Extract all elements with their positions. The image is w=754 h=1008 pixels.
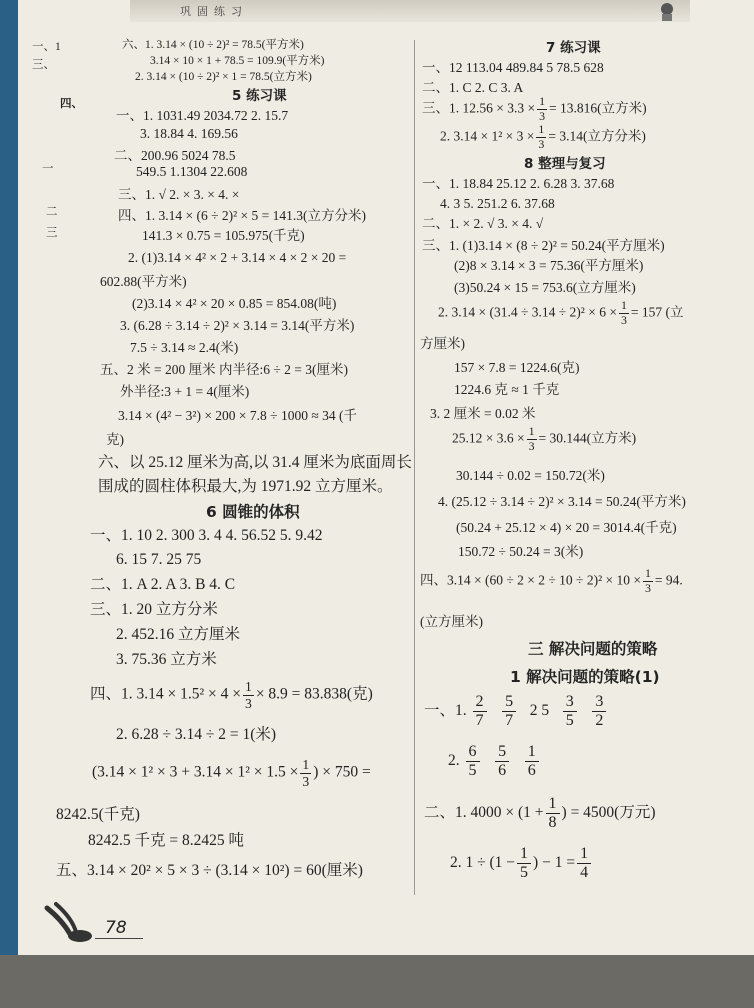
answer-line: 三、1. √ 2. × 3. × 4. × <box>118 187 240 202</box>
text-segment: 1 <box>525 744 539 762</box>
answer-line: 3. 75.36 立方米 <box>116 651 217 668</box>
answer-line: 克) <box>106 432 124 447</box>
answer-line-with-fraction <box>90 680 373 710</box>
section-title: 5 练习课 <box>232 88 287 104</box>
text-segment: 3 <box>644 580 651 595</box>
text-segment: 1 <box>538 122 545 136</box>
text-segment: 6 <box>466 744 480 762</box>
text-segment: ) − 1 = <box>533 854 576 872</box>
answer-line-with-fraction <box>440 124 646 151</box>
margin-mark: 一 <box>42 163 54 175</box>
answer-line: 4. 3 5. 251.2 6. 37.68 <box>440 196 555 211</box>
section-title: 8 整理与复习 <box>524 156 606 172</box>
fraction <box>537 96 547 123</box>
text-segment: 1 <box>620 298 627 312</box>
text-segment: 一、1. <box>424 702 467 720</box>
fraction <box>473 694 487 729</box>
fraction <box>643 568 653 595</box>
text-segment: 1 <box>517 846 531 864</box>
text-segment: 25.12 × 3.6 × <box>452 430 525 446</box>
answer-line: 157 × 7.8 = 1224.6(克) <box>454 360 580 375</box>
fraction <box>502 694 516 729</box>
fraction <box>527 426 537 453</box>
answer-line: 1224.6 克 ≈ 1 千克 <box>454 382 560 397</box>
text-segment: 三、1. 12.56 × 3.3 × <box>422 100 536 116</box>
answer-line: 外半径:3 + 1 = 4(厘米) <box>120 384 250 399</box>
text-segment: 2. 3.14 × 1² × 3 × <box>440 128 535 144</box>
answer-line: 549.5 1.1304 22.608 <box>136 164 248 179</box>
answer-line: 一、1. 1031.49 2034.72 2. 15.7 <box>116 108 289 123</box>
answer-line-with-fraction <box>92 758 371 788</box>
answer-line: 30.144 ÷ 0.02 = 150.72(米) <box>456 468 605 483</box>
answer-line: 一、1. 18.84 25.12 2. 6.28 3. 37.68 <box>422 176 615 191</box>
answer-line-with-fractions <box>448 744 541 779</box>
text-segment: 二、1. 4000 × (1 + <box>424 804 544 822</box>
text-segment: × 8.9 = 83.838(克) <box>255 685 373 703</box>
answer-line: 150.72 ÷ 50.24 = 3(米) <box>458 544 584 559</box>
page-number-underline <box>95 938 143 939</box>
section-title: 6 圆锥的体积 <box>206 503 300 521</box>
answer-line: 141.3 × 0.75 = 105.975(千克) <box>142 228 305 243</box>
section-title: 1 解决问题的策略(1) <box>510 668 660 686</box>
answer-line: 六、以 25.12 厘米为高,以 31.4 厘米为底面周长 <box>98 454 412 471</box>
text-segment: 1 <box>245 679 252 694</box>
answer-line: 方厘米) <box>420 336 465 351</box>
fraction <box>495 744 509 779</box>
desk-background-strip <box>0 0 18 960</box>
answer-line: 2. 6.28 ÷ 3.14 ÷ 2 = 1(米) <box>116 726 277 743</box>
text-segment: 1 <box>644 566 651 580</box>
fraction <box>619 300 629 327</box>
answer-line: (2)8 × 3.14 × 3 = 75.36(平方厘米) <box>454 258 644 273</box>
answer-line: (2)3.14 × 4² × 20 × 0.85 = 854.08(吨) <box>132 296 337 311</box>
text-segment: ) = 4500(万元) <box>561 804 656 822</box>
text-segment: 1 <box>302 757 310 772</box>
text-segment: 四、3.14 × (60 ÷ 2 × 2 ÷ 10 ÷ 2)² × 10 × <box>420 572 641 588</box>
text-segment: 6 <box>498 762 507 779</box>
answer-line: 8242.5 千克 = 8.2425 吨 <box>88 832 244 849</box>
fraction <box>466 744 480 779</box>
fraction <box>592 694 606 729</box>
answer-line: 2. 3.14 × (10 ÷ 2)² × 1 = 78.5(立方米) <box>135 71 312 83</box>
margin-mark: 四、 <box>60 96 83 110</box>
fraction <box>563 694 577 729</box>
text-segment: 3 <box>538 136 545 151</box>
fraction <box>536 124 546 151</box>
column-divider <box>414 40 415 895</box>
answer-line: 6. 15 7. 25 75 <box>116 551 202 568</box>
text-segment: 3 <box>245 695 252 711</box>
text-segment: = 30.144(立方米) <box>538 430 637 446</box>
text-segment: 5 <box>565 712 574 729</box>
answer-line: 602.88(平方米) <box>100 274 187 289</box>
text-segment: 1 <box>546 796 560 814</box>
page-shadow <box>0 955 754 1008</box>
answer-line: 3. 18.84 4. 169.56 <box>140 126 238 141</box>
answer-line: 3.14 × (4² − 3²) × 200 × 7.8 ÷ 1000 ≈ 34 (千 <box>118 408 357 423</box>
text-segment: 4 <box>580 864 589 881</box>
text-segment: 1 <box>577 846 591 864</box>
text-segment: 8 <box>548 814 557 831</box>
answer-line: 3.14 × 10 × 1 + 78.5 = 109.9(平方米) <box>150 55 325 67</box>
answer-line: 2. (1)3.14 × 4² × 2 + 3.14 × 4 × 2 × 20 = <box>128 250 347 265</box>
margin-mark: 一、1 <box>32 41 61 53</box>
answer-line: (50.24 + 25.12 × 4) × 20 = 3014.4(千克) <box>456 520 677 535</box>
answer-line: 8242.5(千克) <box>56 806 140 823</box>
margin-mark: 三 <box>46 227 58 239</box>
text-segment: 5 <box>502 694 516 712</box>
text-segment: = 3.14(立方分米) <box>548 128 646 144</box>
cartoon-character-icon <box>652 0 682 22</box>
text-segment: 3 <box>592 694 606 712</box>
text-segment: 1 <box>528 424 535 438</box>
margin-mark: 三、 <box>32 59 55 71</box>
text-segment: 2. 3.14 × (31.4 ÷ 3.14 ÷ 2)² × 6 × <box>438 304 617 320</box>
answer-line: 3. 2 厘米 = 0.02 米 <box>430 406 536 421</box>
answer-line: 二、1. C 2. C 3. A <box>422 80 524 95</box>
fraction <box>517 846 531 881</box>
answer-line: 3. (6.28 ÷ 3.14 ÷ 2)² × 3.14 = 3.14(平方米) <box>120 318 355 333</box>
answer-line: 二、1. A 2. A 3. B 4. C <box>90 576 236 593</box>
text-segment: (3.14 × 1² × 3 + 3.14 × 1² × 1.5 × <box>92 763 299 781</box>
answer-line-with-fraction <box>420 568 683 595</box>
answer-line: 7.5 ÷ 3.14 ≈ 2.4(米) <box>130 340 239 355</box>
header-title: 巩固练习 <box>180 5 248 18</box>
fraction <box>525 744 539 779</box>
page-number: 78 <box>105 918 127 938</box>
text-segment: 1 <box>539 94 546 108</box>
answer-line: 围成的圆柱体积最大,为 1971.92 立方厘米。 <box>98 478 393 495</box>
answer-line-with-fractions <box>450 846 593 881</box>
unit-title: 三 解决问题的策略 <box>528 640 658 658</box>
answer-line: 五、2 米 = 200 厘米 内半径:6 ÷ 2 = 3(厘米) <box>100 362 349 377</box>
text-segment: 3 <box>563 694 577 712</box>
text-segment: 5 <box>495 744 509 762</box>
text-segment: 3 <box>528 438 535 453</box>
answer-line: 一、12 113.04 489.84 5 78.5 628 <box>422 60 604 75</box>
fraction <box>243 680 254 710</box>
answer-line: 六、1. 3.14 × (10 ÷ 2)² = 78.5(平方米) <box>122 39 304 51</box>
text-segment: 2 <box>473 694 487 712</box>
answer-line: (3)50.24 × 15 = 753.6(立方厘米) <box>454 280 636 295</box>
section-title: 7 练习课 <box>546 40 601 56</box>
page-header-band <box>130 0 690 22</box>
text-segment: 2 <box>595 712 604 729</box>
answer-line: 三、1. 20 立方分米 <box>90 601 218 618</box>
text-segment: 5 <box>520 864 529 881</box>
answer-line: 四、1. 3.14 × (6 ÷ 2)² × 5 = 141.3(立方分米) <box>118 208 367 223</box>
text-segment: ) × 750 = <box>313 763 371 781</box>
text-segment: = 94. <box>654 572 683 588</box>
answer-line-with-fraction <box>438 300 684 327</box>
text-segment: 2. 1 ÷ (1 − <box>450 854 516 872</box>
answer-line: (立方厘米) <box>420 614 483 629</box>
answer-line: 一、1. 10 2. 300 3. 4 4. 56.52 5. 9.42 <box>90 527 323 544</box>
fraction <box>300 758 311 788</box>
text-segment: 3 <box>302 773 310 789</box>
answer-line-with-fraction <box>424 796 656 831</box>
answer-line-with-fraction <box>452 426 636 453</box>
answer-line: 五、3.14 × 20² × 5 × 3 ÷ (3.14 × 10²) = 60(厘米) <box>56 862 363 879</box>
text-segment: = 13.816(立方米) <box>549 100 647 116</box>
text-segment: = 157 (立 <box>630 304 684 320</box>
text-segment: 3 <box>620 312 627 327</box>
answer-line-with-fractions <box>424 694 608 729</box>
text-segment: 5 <box>468 762 477 779</box>
answer-line: 二、200.96 5024 78.5 <box>114 148 236 163</box>
rabbit-ears-icon <box>42 900 102 945</box>
text-segment: 6 <box>527 762 536 779</box>
answer-line: 三、1. (1)3.14 × (8 ÷ 2)² = 50.24(平方厘米) <box>422 238 665 253</box>
fraction <box>546 796 560 831</box>
text-segment: 四、1. 3.14 × 1.5² × 4 × <box>90 685 241 703</box>
answer-line: 2. 452.16 立方厘米 <box>116 626 241 643</box>
margin-mark: 二 <box>46 206 58 218</box>
text-segment: 2. <box>448 752 460 770</box>
answer-line: 二、1. × 2. √ 3. × 4. √ <box>422 216 544 231</box>
text-segment: 3 <box>539 108 546 123</box>
answer-line: 4. (25.12 ÷ 3.14 ÷ 2)² × 3.14 = 50.24(平方米) <box>438 494 686 509</box>
fraction <box>577 846 591 881</box>
text-segment: 7 <box>475 712 484 729</box>
text-segment: 2 5 <box>529 702 550 720</box>
text-segment: 7 <box>505 712 514 729</box>
answer-line-with-fraction <box>422 96 647 123</box>
